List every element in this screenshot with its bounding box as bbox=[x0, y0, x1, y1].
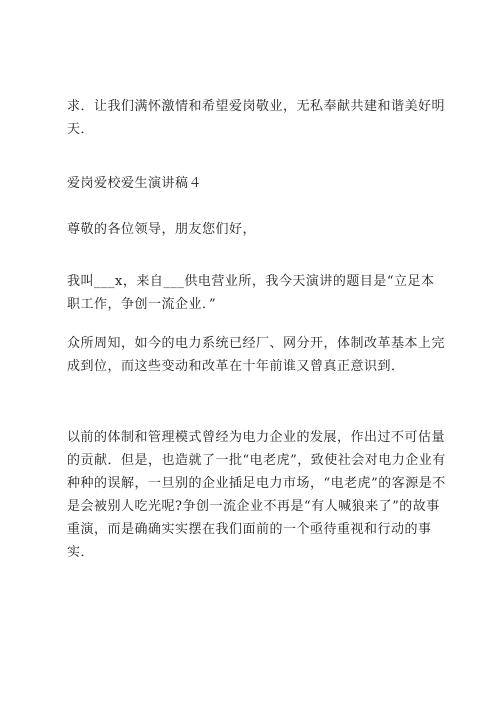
paragraph-history: 以前的体制和管理模式曾经为电力企业的发展，作出过不可估量的贡献．但是，也造就了一批“电老虎”，致使社会对电力企业有种种的误解，一旦别的企业插足电力市场，“电老虎”的客源是不是会被别人吃光呢?争创一流企业不再是“有人喊狼来了”的故事重演，而是确确实实摆在我们面前的一个亟待重视和行动的事实． bbox=[67, 430, 446, 560]
paragraph-reform: 众所周知，如今的电力系统已经厂、网分开，体制改革基本上完成到位，而这些变动和改革在十年前谁又曾真正意识到． bbox=[67, 336, 446, 374]
paragraph-closing: 求．让我们满怀激情和希望爱岗敬业，无私奉献共建和谐美好明天． bbox=[67, 99, 446, 137]
paragraph-introduction: 我叫___x，来自___供电营业所，我今天演讲的题目是“立足本职工作，争创一流企业．” bbox=[67, 274, 435, 312]
section-heading: 爱岗爱校爱生演讲稿４ bbox=[67, 176, 203, 191]
paragraph-greeting: 尊敬的各位领导，朋友您们好， bbox=[67, 222, 257, 237]
